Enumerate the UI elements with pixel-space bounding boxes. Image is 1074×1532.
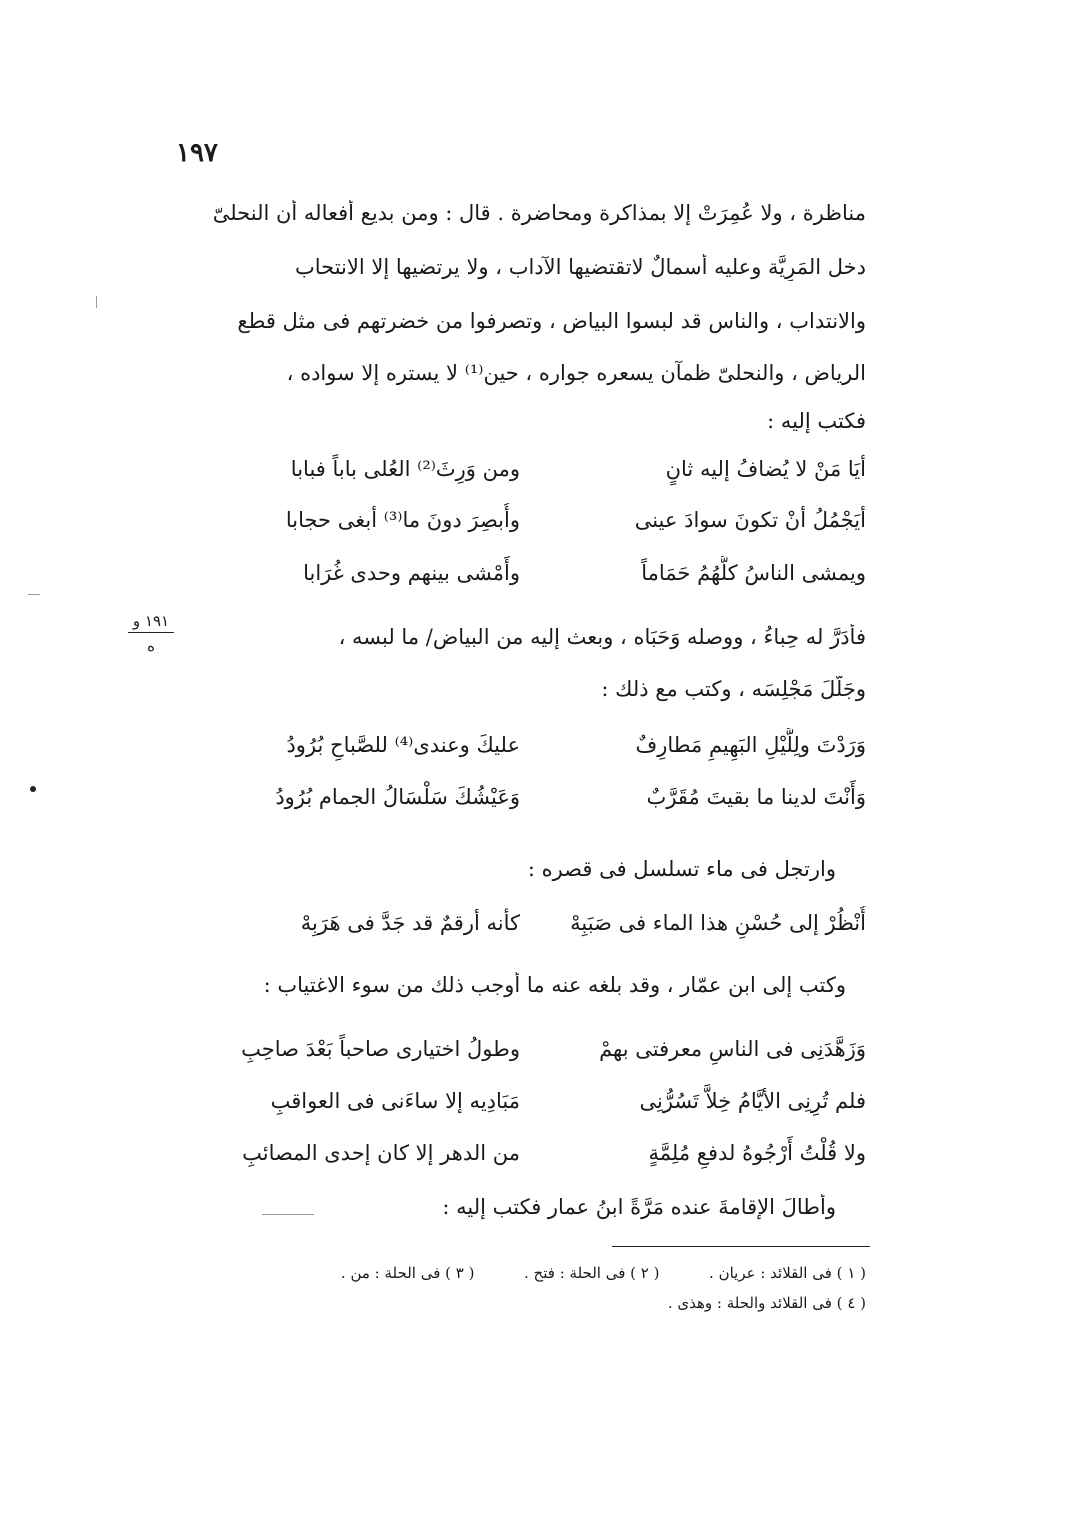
verse-second-hemistich: وطولُ اختيارى صاحباً بَعْدَ صاحِبِ — [241, 1037, 520, 1061]
verse-line — [180, 452, 866, 486]
verse-line — [180, 503, 866, 537]
paragraph-line: وأطالَ الإقامةَ عنده مَرَّةً ابنُ عمار فكتب إليه : — [442, 1195, 836, 1219]
footnote-3: ( ٣ ) فى الحلة : من . — [340, 1264, 475, 1282]
verse-second-hemistich: عليكَ وعندى⁽⁴⁾ للصَّباحِ بُرُودُ — [286, 733, 520, 757]
margin-folio-top: ١٩١ و — [132, 612, 170, 630]
scan-mark — [28, 594, 40, 595]
footnote-2: ( ٢ ) فى الحلة : فتح . — [524, 1264, 660, 1282]
paragraph-line: وارتجل فى ماء تسلسل فى قصره : — [527, 857, 836, 881]
margin-folio-rule — [128, 632, 174, 633]
verse-line — [180, 556, 866, 590]
verse-second-hemistich: ومن وَرِثَ⁽²⁾ العُلى باباً فبابا — [290, 457, 520, 481]
verse-first-hemistich: أيَجْمُلُ أنْ تكونَ سوادَ عينى — [634, 508, 866, 532]
verse-line — [180, 906, 866, 940]
verse-first-hemistich: فلم تُرِنِى الأيَّامُ خِلاًّ تَسُرُّنِى — [639, 1089, 866, 1113]
verse-second-hemistich: مَبَادِيه إلا ساءَنى فى العواقبِ — [270, 1089, 520, 1113]
footnote-separator — [612, 1246, 870, 1247]
verse-second-hemistich: من الدهر إلا كان إحدى المصائبِ — [242, 1141, 520, 1165]
verse-line — [180, 1032, 866, 1066]
verse-first-hemistich: ويمشى الناسُ كلُّهُمُ حَمَاماً — [641, 561, 866, 585]
verse-first-hemistich: ولا قُلْتُ أَرْجُوهُ لدفعِ مُلِمَّةٍ — [648, 1141, 866, 1165]
verse-first-hemistich: أيَا مَنْ لا يُضافُ إليه ثانٍ — [665, 457, 866, 481]
paragraph-line: والانتداب ، والناس قد لبسوا البياض ، وتصرفوا من خضرتهم فى مثل قطع — [237, 309, 866, 333]
verse-second-hemistich: كأنه أرقمٌ قد جَدَّ فى هَرَبِهْ — [300, 911, 520, 935]
scan-mark — [96, 296, 97, 308]
scan-smudge — [262, 1214, 314, 1215]
verse-second-hemistich: وأُبصِرَ دونَ ما⁽³⁾ أبغى حجابا — [285, 508, 520, 532]
footnote-line — [180, 1292, 866, 1314]
verse-line — [180, 1084, 866, 1118]
verse-line — [180, 728, 866, 762]
paragraph-line: دخل المَرِيَّة وعليه أسمالٌ لاتقتضيها الآداب ، ولا يرتضيها إلا الانتحاب — [295, 255, 866, 279]
verse-line — [180, 1136, 866, 1170]
paragraph-line: وكتب إلى ابن عمّار ، وقد بلغه عنه ما أوجب ذلك من سوء الاغتياب : — [263, 973, 846, 997]
verse-second-hemistich: وَعَيْشُكَ سَلْسَالُ الجمام بُرُودُ — [275, 785, 520, 809]
footnote-4: ( ٤ ) فى القلائد والحلة : وهذى . — [667, 1294, 866, 1312]
paragraph-line: مناظرة ، ولا عُمِرَتْ إلا بمذاكرة ومحاضرة . قال : ومن بديع أفعاله أن النحلىّ — [212, 201, 866, 225]
paragraph-line: فأَدَرَّ له حِباءُ ، ووصله وَحَبَاه ، وبعث إليه من البياض/ ما لبسه ، — [338, 625, 866, 649]
footnote-line — [180, 1262, 866, 1284]
paragraph-line: الرياض ، والنحلىّ ظمآن يسعره جواره ، حين⁽¹⁾ لا يستره إلا سواده ، — [286, 361, 866, 385]
scan-speck — [30, 786, 36, 792]
verse-second-hemistich: وأَمْشى بينهم وحدى غُرَابا — [303, 561, 520, 585]
margin-folio-note — [128, 612, 174, 655]
page-number: ١٩٧ — [176, 138, 218, 168]
paragraph-line: فكتب إليه : — [767, 409, 866, 433]
paragraph-line: وجَلَّلَ مَجْلِسَه ، وكتب مع ذلك : — [601, 677, 866, 701]
verse-first-hemistich: وَرَدْتَ ولِلَّيْلِ البَهِيمِ مَطارِفٌ — [635, 733, 866, 757]
verse-first-hemistich: وَأَنْتَ لدينا ما بقيتَ مُقَرَّبٌ — [646, 785, 866, 809]
verse-line — [180, 780, 866, 814]
verse-first-hemistich: وَزَهَّدَنِى فى الناسِ معرفتى بهمْ — [599, 1037, 866, 1061]
margin-folio-bottom: ه — [147, 637, 155, 655]
verse-first-hemistich: أُنْظُرْ إلى حُسْنِ هذا الماء فى صَبَبِهْ — [570, 911, 866, 935]
footnote-1: ( ١ ) فى القلائد : عريان . — [709, 1264, 866, 1282]
